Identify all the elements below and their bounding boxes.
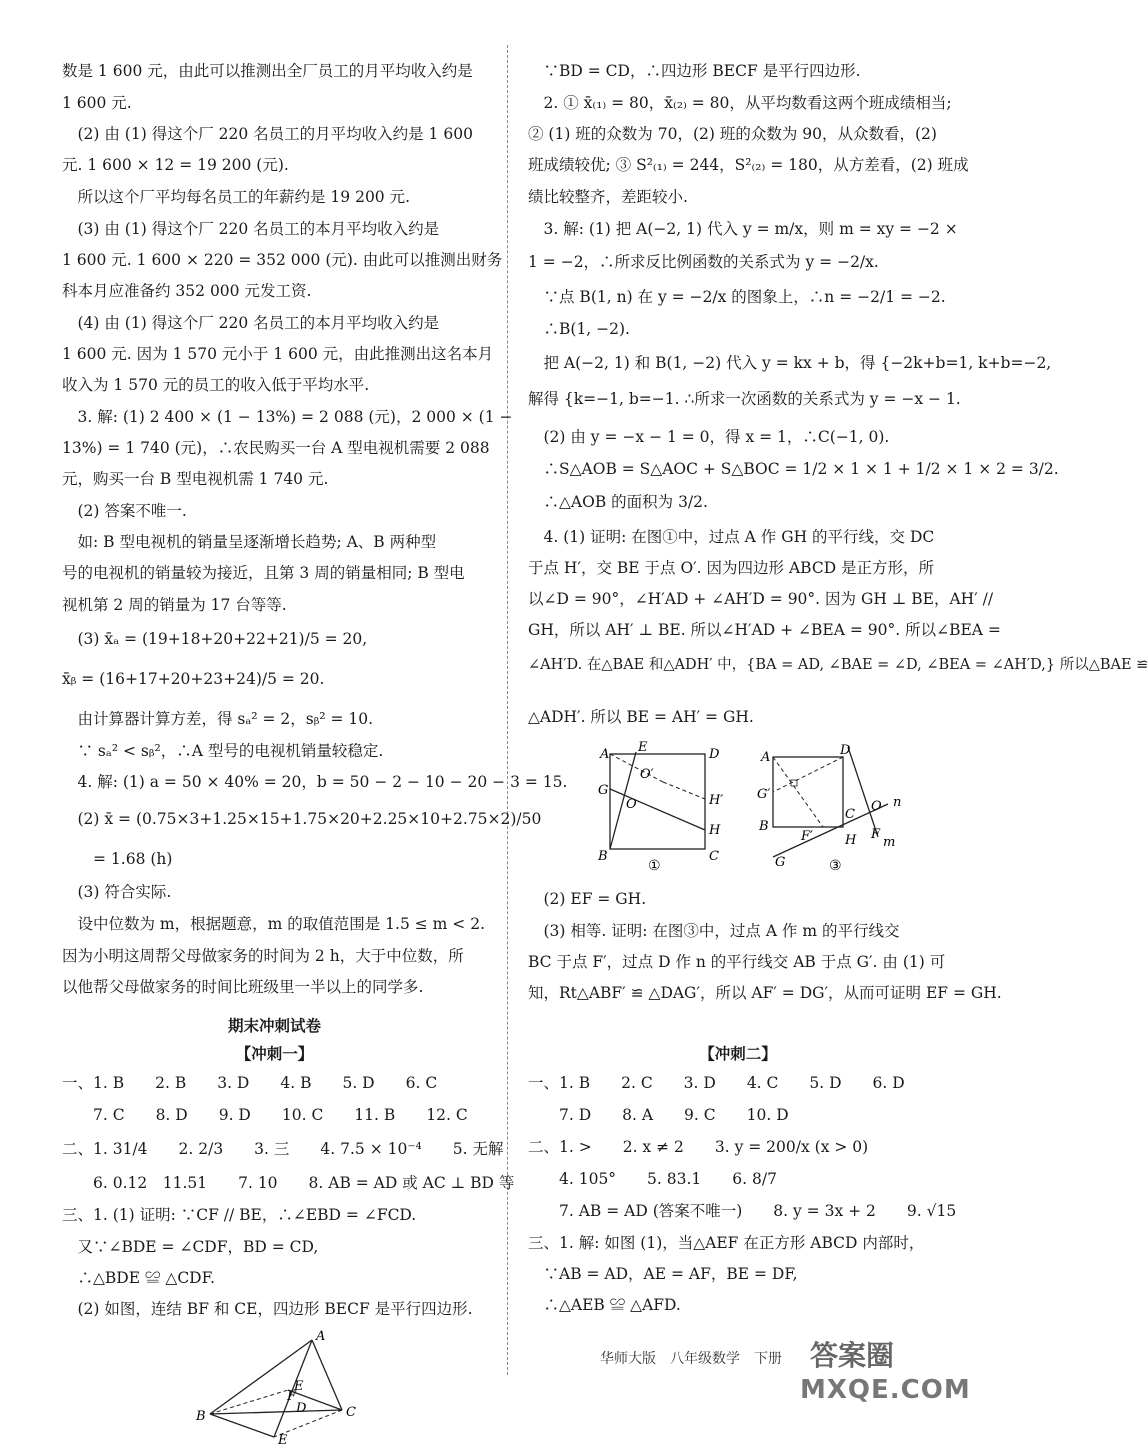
text-line: 1 600 元. 因为 1 570 元小于 1 600 元，由此推测出这名本月: [62, 345, 494, 363]
section-subtitle: 【冲刺一】: [235, 1044, 314, 1063]
tri-label: B: [196, 1409, 206, 1424]
text-line: 把 A(−2, 1) 和 B(1, −2) 代入 y = kx + b，得 {−2k+b=1, k+b=−2,: [528, 354, 1052, 372]
tri-label: D: [296, 1401, 307, 1416]
text-line: x̄ᵦ = (16+17+20+23+24)/5 = 20.: [62, 670, 325, 688]
svg-text:D: D: [709, 747, 720, 762]
text-line: 视机第 2 周的销量为 17 台等等.: [62, 596, 287, 614]
watermark-logo: 答案圈: [810, 1339, 895, 1372]
tri-label: A: [316, 1329, 326, 1344]
page-footer: 华师大版 八年级数学 下册: [600, 1351, 782, 1367]
text-line: (2) EF = GH.: [528, 890, 647, 908]
text-line: (3) x̄ₐ = (19+18+20+22+21)/5 = 20,: [62, 630, 368, 648]
text-line: 2. ① x̄₍₁₎ = 80，x̄₍₂₎ = 80，从平均数看这两个班成绩相当;: [528, 94, 952, 112]
tri-label: F: [287, 1389, 297, 1404]
text-line: 又∵∠BDE = ∠CDF，BD = CD,: [62, 1238, 319, 1256]
text-line: BC 于点 F′，过点 D 作 n 的平行线交 AB 于点 G′. 由 (1) 可: [528, 953, 946, 971]
text-line: 1 600 元.: [62, 94, 132, 112]
text-line: 3. 解: (1) 2 400 × (1 − 13%) = 2 088 (元)，2 000 × (1 −: [62, 408, 513, 426]
answer-row: 一、1. B 2. C 3. D 4. C 5. D 6. D: [528, 1074, 905, 1092]
text-line: GH，所以 AH′ ⊥ BE. 所以∠H′AD + ∠BEA = 90°. 所以∠BEA =: [528, 621, 1001, 639]
svg-text:G: G: [598, 783, 609, 798]
svg-text:B: B: [598, 849, 608, 864]
text-line: 元，购买一台 B 型电视机需 1 740 元.: [62, 470, 329, 488]
text-line: ② (1) 班的众数为 70，(2) 班的众数为 90，从众数看，(2): [528, 125, 937, 143]
text-line: ∵AB = AD，AE = AF，BE = DF,: [528, 1265, 798, 1283]
svg-text:C: C: [845, 807, 855, 822]
text-line: (2) x̄ = (0.75×3+1.25×15+1.75×20+2.25×10+2.75×2)/50: [62, 810, 542, 828]
svg-text:O: O: [871, 799, 882, 814]
tri-label: E: [278, 1433, 288, 1448]
text-line: (2) 由 (1) 得这个厂 220 名员工的月平均收入约是 1 600: [62, 125, 473, 143]
answer-row: 7. D 8. A 9. C 10. D: [528, 1106, 789, 1124]
text-line: = 1.68 (h): [62, 850, 173, 868]
text-line: 1 = −2，∴所求反比例函数的关系式为 y = −2/x.: [528, 253, 879, 271]
svg-text:B: B: [759, 819, 769, 834]
answer-row: 7. C 8. D 9. D 10. C 11. B 12. C: [62, 1106, 468, 1124]
text-line: 4. 解: (1) a = 50 × 40% = 20，b = 50 − 2 − 10 − 20 − 3 = 15.: [62, 773, 568, 791]
svg-text:C: C: [709, 849, 719, 864]
section-title: 期末冲刺试卷: [227, 1016, 321, 1035]
text-line: 科本月应准备约 352 000 元发工资.: [62, 282, 312, 300]
text-line: ∴△AEB ≌ △AFD.: [528, 1296, 681, 1314]
answer-row: 7. AB = AD (答案不唯一) 8. y = 3x + 2 9. √15: [528, 1202, 957, 1220]
svg-text:D: D: [840, 743, 851, 758]
text-line: ∴S△AOB = S△AOC + S△BOC = 1/2 × 1 × 1 + 1/2 × 1 × 2 = 3/2.: [528, 460, 1059, 478]
text-line: ∠AH′D. 在△BAE 和△ADH′ 中，{BA = AD, ∠BAE = ∠D, ∠BEA = ∠AH′D,} 所以△BAE ≌: [528, 657, 1148, 673]
svg-text:m: m: [883, 835, 896, 850]
text-line: 班成绩较优; ③ S²₍₁₎ = 244，S²₍₂₎ = 180，从方差看，(2) 班成: [528, 156, 969, 174]
text-line: 三、1. 解: 如图 (1)，当△AEF 在正方形 ABCD 内部时，: [528, 1234, 925, 1252]
text-line: 设中位数为 m，根据题意，m 的取值范围是 1.5 ≤ m < 2.: [62, 915, 485, 933]
text-line: 以他帮父母做家务的时间比班级里一半以上的同学多.: [62, 978, 424, 996]
svg-text:H′: H′: [709, 793, 724, 808]
text-line: 1 600 元. 1 600 × 220 = 352 000 (元). 由此可以推测出财务: [62, 251, 503, 269]
svg-text:A: A: [761, 750, 771, 765]
text-line: 4. (1) 证明: 在图①中，过点 A 作 GH 的平行线，交 DC: [528, 528, 935, 546]
square-figure-3: [753, 742, 923, 872]
text-line: 知，Rt△ABF′ ≌ △DAG′，所以 AF′ = DG′，从而可证明 EF = GH.: [528, 984, 1002, 1002]
svg-text:n: n: [893, 795, 902, 810]
text-line: (2) 如图，连结 BF 和 CE，四边形 BECF 是平行四边形.: [62, 1300, 473, 1318]
text-line: ∴B(1, −2).: [528, 320, 630, 338]
text-line: 因为小明这周帮父母做家务的时间为 2 h，大于中位数，所: [62, 947, 464, 965]
text-line: 数是 1 600 元，由此可以推测出全厂员工的月平均收入约是: [62, 62, 473, 80]
text-line: ∴△BDE ≌ △CDF.: [62, 1269, 215, 1287]
answer-row: 4. 105° 5. 83.1 6. 8/7: [528, 1170, 777, 1188]
text-line: 号的电视机的销量较为接近，且第 3 周的销量相同; B 型电: [62, 564, 465, 582]
text-line: (3) 由 (1) 得这个厂 220 名员工的本月平均收入约是: [62, 220, 440, 238]
text-line: 三、1. (1) 证明: ∵CF // BE，∴∠EBD = ∠FCD.: [62, 1206, 417, 1224]
tri-label: C: [346, 1405, 356, 1420]
text-line: △ADH′. 所以 BE = AH′ = GH.: [528, 708, 754, 726]
triangle-figure: [192, 1329, 362, 1452]
text-line: (2) 由 y = −x − 1 = 0，得 x = 1，∴C(−1, 0).: [528, 428, 890, 446]
svg-text:E: E: [638, 740, 648, 755]
text-line: 元. 1 600 × 12 = 19 200 (元).: [62, 156, 289, 174]
text-line: ∴△AOB 的面积为 3/2.: [528, 493, 708, 511]
text-line: ∵点 B(1, n) 在 y = −2/x 的图象上，∴n = −2/1 = −2.: [528, 288, 946, 306]
answer-row: 6. 0.12 11.51 7. 10 8. AB = AD 或 AC ⊥ BD 等: [62, 1174, 515, 1192]
text-line: 3. 解: (1) 把 A(−2, 1) 代入 y = m/x，则 m = xy = −2 ×: [528, 220, 958, 238]
answer-row: 二、1. > 2. x ≠ 2 3. y = 200/x (x > 0): [528, 1138, 869, 1156]
answer-row: 二、1. 31/4 2. 2/3 3. 三 4. 7.5 × 10⁻⁴ 5. 无解: [62, 1140, 504, 1158]
text-line: 由计算器计算方差，得 sₐ² = 2，sᵦ² = 10.: [62, 710, 374, 728]
text-line: (3) 相等. 证明: 在图③中，过点 A 作 m 的平行线交: [528, 922, 900, 940]
svg-text:O: O: [626, 797, 637, 812]
tri-label: E: [294, 1379, 304, 1394]
square-figure-1: [588, 742, 738, 872]
answer-row: 一、1. B 2. B 3. D 4. B 5. D 6. C: [62, 1074, 438, 1092]
watermark-url: MXQE.COM: [800, 1375, 971, 1405]
text-line: 于点 H′，交 BE 于点 O′. 因为四边形 ABCD 是正方形，所: [528, 559, 935, 577]
svg-text:G′: G′: [757, 787, 771, 802]
svg-text:G: G: [775, 855, 786, 870]
text-line: 13%) = 1 740 (元)，∴农民购买一台 A 型电视机需要 2 088: [62, 439, 490, 457]
text-line: 如: B 型电视机的销量呈逐渐增长趋势; A、B 两种型: [62, 533, 437, 551]
text-line: (4) 由 (1) 得这个厂 220 名员工的本月平均收入约是: [62, 314, 440, 332]
text-line: 以∠D = 90°，∠H′AD + ∠AH′D = 90°. 因为 GH ⊥ BE，AH′ //: [528, 590, 994, 608]
text-line: 所以这个厂平均每名员工的年薪约是 19 200 元.: [62, 188, 411, 206]
text-line: 绩比较整齐，差距较小.: [528, 188, 688, 206]
text-line: (3) 符合实际.: [62, 883, 172, 901]
svg-text:F: F: [871, 827, 881, 842]
text-line: 收入为 1 570 元的员工的收入低于平均水平.: [62, 376, 370, 394]
text-line: 解得 {k=−1, b=−1. ∴所求一次函数的关系式为 y = −x − 1.: [528, 390, 961, 408]
svg-text:F′: F′: [801, 829, 813, 844]
svg-text:①: ①: [648, 858, 661, 874]
svg-text:③: ③: [829, 858, 842, 874]
svg-text:A: A: [600, 747, 610, 762]
svg-text:O′: O′: [640, 767, 654, 782]
svg-text:H: H: [709, 823, 721, 838]
text-line: ∵BD = CD，∴四边形 BECF 是平行四边形.: [528, 62, 861, 80]
text-line: ∵ sₐ² < sᵦ²，∴A 型号的电视机销量较稳定.: [62, 742, 384, 760]
section-subtitle: 【冲刺二】: [699, 1044, 777, 1063]
text-line: (2) 答案不唯一.: [62, 502, 187, 520]
svg-text:H: H: [845, 833, 857, 848]
